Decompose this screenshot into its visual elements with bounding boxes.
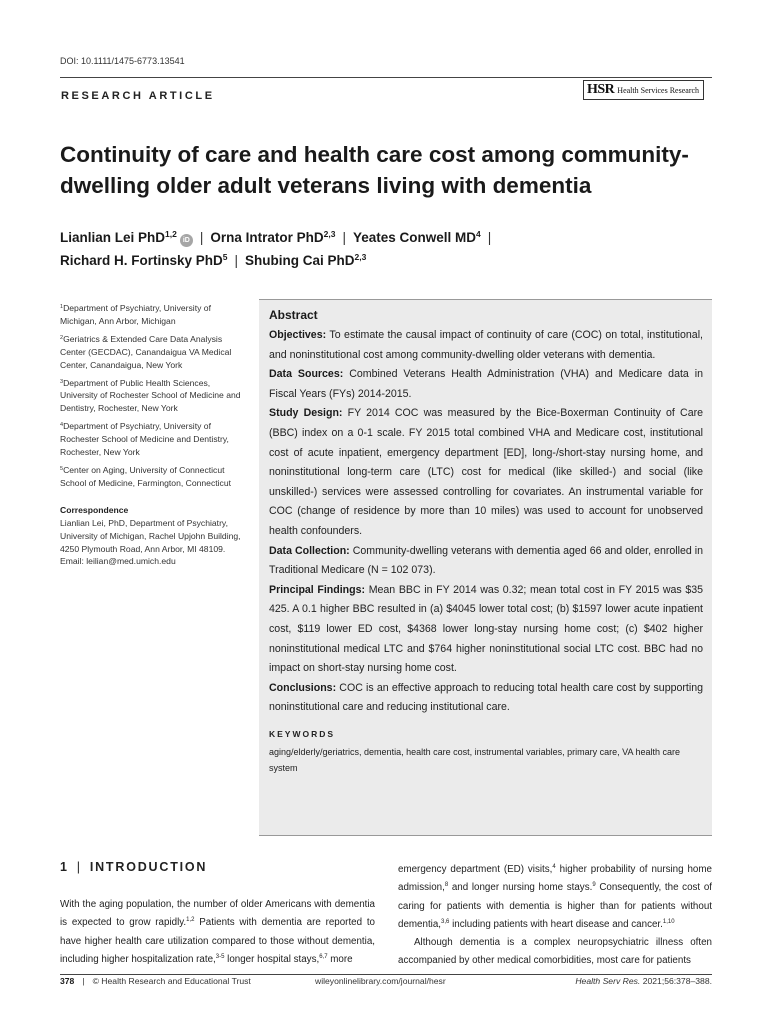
affiliation: $^5$Center on Aging, University of Connecticut School of Medicine, Farmington, Connecticut (60, 464, 232, 488)
citation-ref[interactable]: 3,6 (441, 918, 450, 925)
author-affiliation-sup: 2,3 (354, 252, 367, 262)
orcid-icon[interactable]: iD (180, 234, 193, 247)
abstract-principal-findings: Principal Findings: Mean BBC in FY 2014 was 0.32; mean total cost in FY 2015 was $35 425. A 0.1 higher BBC resulted in (a) $4045 lower total cost; (b) $1597 lower acute inpatient cost, $119 lower ED cost, $4368 lower long-stay nursing home cost; (c) $402 higher noninstitutional medical LTC and $764 higher noninstitutional social LTC cost. BBC had no impact on short-stay nursing home cost. (269, 583, 703, 675)
abstract-data-sources: Data Sources: Combined Veterans Health Administration (VHA) and Medicare data in Fiscal Years (FYs) 2014-2015. (269, 368, 703, 400)
journal-logo (583, 80, 704, 100)
author-line-2 (60, 249, 720, 272)
citation-ref[interactable]: 1,2 (186, 917, 195, 924)
doi-link[interactable]: DOI: 10.1111/1475-6773.13541 (60, 56, 185, 66)
author-affiliation-sup: 1,2 (165, 229, 177, 239)
body-column-left: With the aging population, the number of older Americans with dementia is expected to grow rapidly.$^{1,2}$ Patients with dementia are reported to have higher health care utilization compared to those without dementia, including higher hospitalization rate,$^{3-5}$ longer hospital stays,$^{6,7}$ more (60, 899, 375, 965)
body-paragraph: emergency department (ED) visits,$^4$ higher probability of nursing home admission,$^8$ and longer nursing home stays.$^9$ Consequently, the cost of caring for patients with dementia is higher than for patients without dementia,$^{3,6}$ including patients with heart disease and cancer.$^{1,10}$ (398, 864, 712, 930)
journal-logo-name: Health Services Research (617, 85, 700, 95)
author-name[interactable]: Lianlian Lei PhD$^{1,2}$ (60, 229, 177, 245)
abstract-heading: Abstract (269, 308, 318, 322)
citation-ref[interactable]: 9 (592, 882, 596, 889)
author-name[interactable]: Richard H. Fortinsky PhD$^5$ (60, 252, 228, 268)
body-paragraph: Although dementia is a complex neuropsychiatric illness often accompanied by other medical comorbidities, most care for patients (398, 937, 712, 967)
affiliations-column (60, 302, 248, 568)
affiliation: $^4$Department of Psychiatry, University of Rochester School of Medicine and Dentistry, Rochester, New York (60, 421, 229, 458)
citation-ref[interactable]: 4 (552, 864, 556, 870)
author-affiliation-sup: 2,3 (323, 229, 336, 239)
keywords-heading: KEYWORDS (269, 728, 336, 739)
abstract-study-design: Study Design: FY 2014 COC was measured by the Bice-Boxerman Continuity of Care (BBC) index on a 0-1 scale. FY 2015 total combined VHA and Medicare cost, institutional cost of acute inpatient, emergency department [ED], long-/short-stay nursing home, and noninstitutional long-term care (LTC) cost for medical (like skilled-) and social (like unskilled-) services were assessed controlling for covariates. An instrumental variable for COC (change of residence by more than 10 miles) was used to account for unobserved health confounders. (269, 407, 704, 537)
article-type-label: RESEARCH ARTICLE (61, 90, 215, 102)
citation-ref[interactable]: 6,7 (319, 953, 328, 960)
author-separator: | (487, 230, 492, 245)
correspondence-address: Lianlian Lei, PhD, Department of Psychiatry, University of Michigan, Rachel Upjohn Building, 4250 Plymouth Road, Ann Arbor, MI 48109. (60, 517, 241, 554)
abstract-data-collection: Data Collection: Community-dwelling veterans with dementia aged 66 and older, enrolled in Traditional Medicare (N = 102 073). (269, 544, 703, 577)
abstract-box (259, 299, 712, 836)
author-affiliation-sup: 5 (222, 252, 228, 262)
citation-ref[interactable]: 8 (444, 882, 449, 889)
author-separator: | (234, 253, 239, 268)
affiliation: $^1$Department of Psychiatry, University of Michigan, Ann Arbor, Michigan (60, 303, 211, 326)
journal-citation: Health Serv Res. 2021;56:378–388. (575, 976, 712, 986)
author-name[interactable]: Yeates Conwell $MD^4$ (352, 229, 481, 245)
journal-logo-mark: HSR (587, 82, 615, 97)
author-line-1 (60, 226, 720, 249)
author-name[interactable]: Orna Intrator PhD$^{2,3}$ (210, 229, 336, 245)
correspondence-heading: Correspondence (60, 504, 129, 515)
article-title: Continuity of care and health care cost among community-dwelling older adult veterans living with dementia (60, 142, 689, 198)
copyright-text: © Health Research and Educational Trust (92, 976, 251, 986)
header-divider (60, 77, 712, 78)
footer-divider (60, 974, 712, 975)
page-footer (60, 976, 712, 986)
abstract-conclusions: Conclusions: COC is an effective approach to reducing total health care cost by supporting noninstitutional care and reducing institutional care. (269, 681, 703, 714)
section-heading-introduction: 1 | INTRODUCTION (60, 860, 208, 874)
page-number: 378 (60, 976, 75, 986)
body-column-right (398, 861, 712, 971)
keywords-list: aging/elderly/geriatrics, dementia, health care cost, instrumental variables, primary care, VA health care system (269, 746, 681, 773)
author-name[interactable]: Shubing Cai PhD$^{2,3}$ (245, 252, 367, 268)
abstract-objectives: Objectives: To estimate the causal impact of continuity of care (COC) on total, institutional, and noninstitutional cost among community-dwelling older veterans with dementia. (269, 329, 703, 361)
author-separator: | (199, 230, 204, 245)
affiliation: $^3$Department of Public Health Sciences, University of Rochester School of Medicine and Dentistry, Rochester, New York (60, 377, 241, 414)
author-separator: | (342, 230, 346, 245)
affiliation: $^2$Geriatrics & Extended Care Data Analysis Center (GECDAC), Canandaigua VA Medical Center, Canandaigua, New York (60, 333, 232, 370)
author-list (60, 226, 720, 272)
journal-website-link[interactable]: wileyonlinelibrary.com/journal/hesr (315, 976, 446, 986)
citation-ref[interactable]: 1,10 (662, 918, 675, 925)
author-affiliation-sup: 4 (476, 229, 481, 239)
correspondence-email[interactable]: Email: leilian@med.umich.edu (60, 556, 176, 567)
footer-separator: | (82, 976, 85, 986)
citation-ref[interactable]: 3-5 (215, 953, 225, 960)
